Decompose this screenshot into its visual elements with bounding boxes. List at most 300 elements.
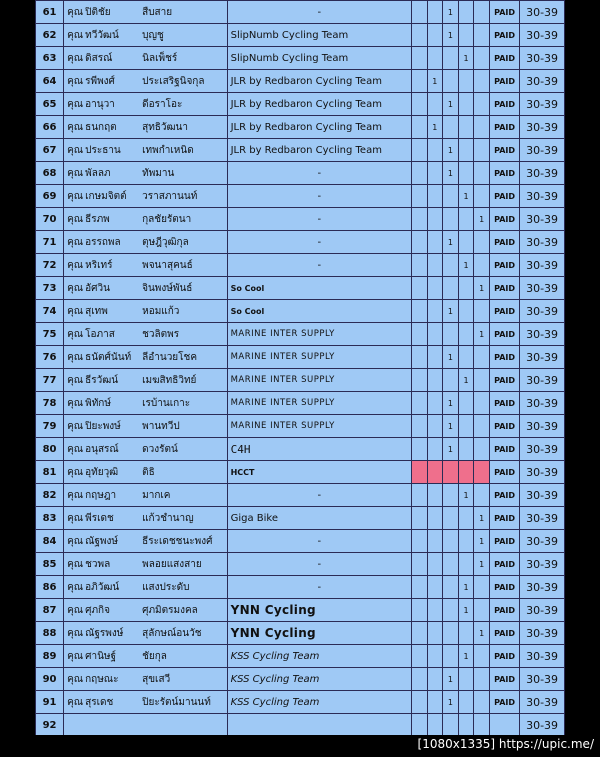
category-mark [474, 415, 490, 438]
table-row [36, 668, 565, 691]
category-mark [474, 714, 490, 737]
payment-status: PAID [489, 530, 519, 553]
age-group: 30-39 [520, 139, 565, 162]
last-name: เทพกำเหนิด [142, 144, 194, 156]
category-mark [427, 576, 443, 599]
team-name: Giga Bike [227, 507, 411, 530]
team-name: JLR by Redbaron Cycling Team [227, 139, 411, 162]
category-mark [474, 162, 490, 185]
team-name: MARINE INTER SUPPLY [227, 323, 411, 346]
age-group: 30-39 [520, 254, 565, 277]
age-group: 30-39 [520, 93, 565, 116]
name-title: คุณ [67, 75, 84, 87]
name-title: คุณ [67, 466, 84, 478]
table-row [36, 346, 565, 369]
category-mark [427, 714, 443, 737]
category-mark [411, 599, 427, 622]
category-mark [427, 622, 443, 645]
category-mark [427, 185, 443, 208]
team-name [227, 714, 411, 737]
name-title: คุณ [67, 604, 84, 616]
category-mark: 1 [474, 530, 490, 553]
category-mark [443, 185, 459, 208]
category-mark [411, 645, 427, 668]
table-row [36, 691, 565, 714]
category-mark [458, 277, 474, 300]
participant-name [64, 346, 227, 369]
category-mark: 1 [458, 599, 474, 622]
category-mark [458, 714, 474, 737]
first-name: กฤษฎา [85, 489, 117, 501]
category-mark [458, 691, 474, 714]
first-name: ธีรวัฒน์ [85, 374, 119, 386]
participant-name [64, 47, 227, 70]
category-mark [458, 300, 474, 323]
age-group: 30-39 [520, 323, 565, 346]
team-name: SlipNumb Cycling Team [227, 47, 411, 70]
row-number: 77 [36, 369, 64, 392]
age-group: 30-39 [520, 70, 565, 93]
category-mark [443, 116, 459, 139]
participant-name [64, 116, 227, 139]
age-group: 30-39 [520, 645, 565, 668]
name-title: คุณ [67, 167, 84, 179]
category-mark [443, 47, 459, 70]
first-name: อัศวิน [85, 282, 110, 294]
category-mark [443, 645, 459, 668]
category-mark: 1 [443, 668, 459, 691]
participant-name [64, 415, 227, 438]
last-name: ธีระเดชชนะพงศ์ [142, 535, 213, 547]
first-name: ธนกฤต [85, 121, 117, 133]
category-mark [427, 530, 443, 553]
table-row [36, 369, 565, 392]
first-name: ปิติชัย [85, 6, 111, 18]
last-name: มากเค [142, 489, 171, 501]
category-mark: 1 [443, 231, 459, 254]
age-group: 30-39 [520, 1, 565, 24]
category-mark [427, 231, 443, 254]
team-name: - [227, 185, 411, 208]
category-mark: 1 [427, 70, 443, 93]
row-number: 72 [36, 254, 64, 277]
row-number: 79 [36, 415, 64, 438]
name-title: คุณ [67, 351, 84, 363]
last-name: สุทธิวัฒนา [142, 121, 189, 133]
last-name: ดีอราโอะ [142, 98, 183, 110]
team-name: - [227, 254, 411, 277]
age-group: 30-39 [520, 553, 565, 576]
category-mark [443, 277, 459, 300]
team-name: KSS Cycling Team [227, 645, 411, 668]
category-mark [411, 93, 427, 116]
category-mark [411, 369, 427, 392]
category-mark [411, 139, 427, 162]
row-number: 91 [36, 691, 64, 714]
category-mark [411, 323, 427, 346]
age-group: 30-39 [520, 576, 565, 599]
participant-name [64, 1, 227, 24]
category-mark [474, 231, 490, 254]
name-title: คุณ [67, 190, 84, 202]
category-mark [443, 530, 459, 553]
age-group: 30-39 [520, 461, 565, 484]
row-number: 82 [36, 484, 64, 507]
payment-status: PAID [489, 346, 519, 369]
participant-name [64, 93, 227, 116]
category-mark [474, 576, 490, 599]
row-number: 70 [36, 208, 64, 231]
category-mark [427, 254, 443, 277]
team-name: - [227, 484, 411, 507]
age-group: 30-39 [520, 24, 565, 47]
last-name: หอมแก้ว [142, 305, 180, 317]
last-name: สืบสาย [142, 6, 173, 18]
payment-status: PAID [489, 599, 519, 622]
category-mark: 1 [443, 346, 459, 369]
category-mark [411, 714, 427, 737]
last-name: พลอยแสงสาย [142, 558, 202, 570]
category-mark [458, 461, 474, 484]
category-mark [411, 300, 427, 323]
category-mark [411, 461, 427, 484]
last-name: ชวลิตพร [142, 328, 180, 340]
first-name: อภิวัฒน์ [85, 581, 120, 593]
category-mark [474, 185, 490, 208]
last-name: ติธิ [142, 466, 155, 478]
team-name: JLR by Redbaron Cycling Team [227, 116, 411, 139]
last-name: นิลเพ็ชร์ [142, 52, 178, 64]
category-mark [427, 1, 443, 24]
table-row [36, 484, 565, 507]
category-mark [443, 484, 459, 507]
payment-status: PAID [489, 93, 519, 116]
category-mark [474, 461, 490, 484]
row-number: 65 [36, 93, 64, 116]
age-group: 30-39 [520, 622, 565, 645]
category-mark [443, 599, 459, 622]
age-group: 30-39 [520, 300, 565, 323]
row-number: 75 [36, 323, 64, 346]
team-name: So Cool [227, 300, 411, 323]
category-mark [474, 24, 490, 47]
category-mark [427, 461, 443, 484]
category-mark [411, 162, 427, 185]
category-mark [427, 346, 443, 369]
category-mark: 1 [443, 300, 459, 323]
row-number: 69 [36, 185, 64, 208]
first-name: เกษมจิตต์ [85, 190, 127, 202]
category-mark [427, 553, 443, 576]
row-number: 80 [36, 438, 64, 461]
row-number: 67 [36, 139, 64, 162]
category-mark: 1 [443, 24, 459, 47]
last-name: ประเสริฐนิจกุล [142, 75, 205, 87]
participant-name [64, 185, 227, 208]
payment-status: PAID [489, 576, 519, 599]
team-name: MARINE INTER SUPPLY [227, 346, 411, 369]
age-group: 30-39 [520, 185, 565, 208]
category-mark [427, 277, 443, 300]
team-name: - [227, 553, 411, 576]
first-name: ณัฐพงษ์ [85, 535, 118, 547]
name-title: คุณ [67, 305, 84, 317]
category-mark [474, 300, 490, 323]
name-title: คุณ [67, 52, 84, 64]
team-name: SlipNumb Cycling Team [227, 24, 411, 47]
payment-status: PAID [489, 323, 519, 346]
payment-status: PAID [489, 484, 519, 507]
team-name: HCCT [227, 461, 411, 484]
name-title: คุณ [67, 328, 84, 340]
last-name: ศุภมิตรมงคล [142, 604, 198, 616]
last-name: ลีอำนวยโชค [142, 351, 198, 363]
age-group: 30-39 [520, 346, 565, 369]
participant-name [64, 162, 227, 185]
category-mark: 1 [443, 438, 459, 461]
category-mark [443, 369, 459, 392]
table-row [36, 1, 565, 24]
payment-status: PAID [489, 645, 519, 668]
team-name: JLR by Redbaron Cycling Team [227, 70, 411, 93]
name-title: คุณ [67, 443, 84, 455]
age-group: 30-39 [520, 116, 565, 139]
payment-status: PAID [489, 300, 519, 323]
age-group: 30-39 [520, 369, 565, 392]
category-mark: 1 [474, 208, 490, 231]
team-name: So Cool [227, 277, 411, 300]
age-group: 30-39 [520, 530, 565, 553]
table-row [36, 277, 565, 300]
category-mark [443, 70, 459, 93]
category-mark [411, 576, 427, 599]
category-mark: 1 [474, 507, 490, 530]
category-mark [474, 645, 490, 668]
category-mark: 1 [458, 369, 474, 392]
category-mark [411, 438, 427, 461]
first-name: กฤษณะ [85, 673, 119, 685]
category-mark [411, 116, 427, 139]
first-name: อุทัยวุฒิ [85, 466, 119, 478]
category-mark [458, 553, 474, 576]
team-name: - [227, 1, 411, 24]
last-name: ทัพมาน [142, 167, 175, 179]
payment-status: PAID [489, 438, 519, 461]
name-title: คุณ [67, 29, 84, 41]
table-row [36, 530, 565, 553]
first-name: โอภาส [85, 328, 115, 340]
first-name: ประธาน [85, 144, 121, 156]
participant-name [64, 484, 227, 507]
table-row [36, 47, 565, 70]
row-number: 90 [36, 668, 64, 691]
payment-status: PAID [489, 369, 519, 392]
row-number: 87 [36, 599, 64, 622]
category-mark [474, 93, 490, 116]
category-mark [411, 1, 427, 24]
team-name: MARINE INTER SUPPLY [227, 369, 411, 392]
category-mark [411, 47, 427, 70]
name-title: คุณ [67, 236, 84, 248]
participant-name [64, 254, 227, 277]
watermark-text: [1080x1335] https://upic.me/ [417, 737, 594, 751]
name-title: คุณ [67, 397, 84, 409]
category-mark [474, 47, 490, 70]
payment-status: PAID [489, 415, 519, 438]
participant-name [64, 691, 227, 714]
category-mark [474, 254, 490, 277]
table-row [36, 323, 565, 346]
team-name: MARINE INTER SUPPLY [227, 415, 411, 438]
row-number: 78 [36, 392, 64, 415]
participant-name [64, 70, 227, 93]
name-title: คุณ [67, 144, 84, 156]
category-mark [474, 668, 490, 691]
age-group: 30-39 [520, 208, 565, 231]
first-name: ศานิษฐ์ [85, 650, 117, 662]
category-mark: 1 [443, 415, 459, 438]
participant-name [64, 530, 227, 553]
table-row [36, 507, 565, 530]
first-name: หริเทร์ [85, 259, 113, 271]
row-number: 83 [36, 507, 64, 530]
age-group: 30-39 [520, 47, 565, 70]
category-mark [458, 70, 474, 93]
team-name: - [227, 208, 411, 231]
team-name: C4H [227, 438, 411, 461]
table-row [36, 461, 565, 484]
participant-name [64, 208, 227, 231]
category-mark [443, 323, 459, 346]
first-name: รพีพงศ์ [85, 75, 115, 87]
first-name: ศุภกิจ [85, 604, 110, 616]
name-title: คุณ [67, 374, 84, 386]
category-mark [411, 622, 427, 645]
table-row [36, 599, 565, 622]
name-title: คุณ [67, 420, 84, 432]
category-mark: 1 [458, 254, 474, 277]
table-row [36, 116, 565, 139]
payment-status: PAID [489, 392, 519, 415]
category-mark [458, 346, 474, 369]
first-name: พีรเดช [85, 512, 114, 524]
table-row [36, 438, 565, 461]
name-title: คุณ [67, 558, 84, 570]
category-mark [443, 461, 459, 484]
category-mark [458, 162, 474, 185]
participant-name [64, 231, 227, 254]
category-mark [427, 507, 443, 530]
category-mark [474, 392, 490, 415]
row-number: 63 [36, 47, 64, 70]
team-name: - [227, 231, 411, 254]
category-mark [411, 530, 427, 553]
payment-status: PAID [489, 70, 519, 93]
payment-status: PAID [489, 254, 519, 277]
team-name: MARINE INTER SUPPLY [227, 392, 411, 415]
participant-name [64, 323, 227, 346]
category-mark [411, 185, 427, 208]
payment-status: PAID [489, 1, 519, 24]
last-name: แก้วชำนาญ [142, 512, 194, 524]
team-name: - [227, 576, 411, 599]
age-group: 30-39 [520, 691, 565, 714]
last-name: ปิยะรัตน์มานนท์ [142, 696, 211, 708]
category-mark [427, 691, 443, 714]
payment-status: PAID [489, 47, 519, 70]
category-mark [458, 530, 474, 553]
category-mark [427, 392, 443, 415]
participants-table-body [36, 1, 565, 737]
footer-bar [0, 735, 600, 757]
payment-status: PAID [489, 24, 519, 47]
category-mark [458, 208, 474, 231]
team-name: KSS Cycling Team [227, 668, 411, 691]
category-mark [458, 1, 474, 24]
name-title: คุณ [67, 121, 84, 133]
category-mark: 1 [474, 323, 490, 346]
payment-status [489, 714, 519, 737]
last-name: จินพงษ์พันธ์ [142, 282, 193, 294]
name-title: คุณ [67, 489, 84, 501]
row-number: 81 [36, 461, 64, 484]
row-number: 92 [36, 714, 64, 737]
category-mark [411, 24, 427, 47]
category-mark [474, 691, 490, 714]
row-number: 84 [36, 530, 64, 553]
last-name: กุลชัยรัตนา [142, 213, 192, 225]
category-mark [443, 507, 459, 530]
category-mark [443, 208, 459, 231]
category-mark [411, 254, 427, 277]
row-number: 86 [36, 576, 64, 599]
age-group: 30-39 [520, 714, 565, 737]
participant-name [64, 599, 227, 622]
last-name: เรบ้านเกาะ [142, 397, 191, 409]
category-mark [427, 300, 443, 323]
category-mark [411, 277, 427, 300]
first-name: ปิยะพงษ์ [85, 420, 121, 432]
payment-status: PAID [489, 185, 519, 208]
category-mark [458, 622, 474, 645]
category-mark [427, 93, 443, 116]
category-mark [474, 484, 490, 507]
payment-status: PAID [489, 622, 519, 645]
category-mark: 1 [427, 116, 443, 139]
category-mark [474, 139, 490, 162]
first-name: อรรถพล [85, 236, 121, 248]
category-mark [458, 507, 474, 530]
category-mark: 1 [458, 185, 474, 208]
category-mark [458, 415, 474, 438]
row-number: 62 [36, 24, 64, 47]
category-mark [474, 369, 490, 392]
participant-name [64, 622, 227, 645]
row-number: 73 [36, 277, 64, 300]
payment-status: PAID [489, 139, 519, 162]
row-number: 89 [36, 645, 64, 668]
category-mark [458, 231, 474, 254]
category-mark [474, 346, 490, 369]
name-title: คุณ [67, 282, 84, 294]
row-number: 76 [36, 346, 64, 369]
category-mark: 1 [458, 576, 474, 599]
team-name: - [227, 530, 411, 553]
payment-status: PAID [489, 461, 519, 484]
table-row [36, 162, 565, 185]
row-number: 85 [36, 553, 64, 576]
name-title: คุณ [67, 535, 84, 547]
